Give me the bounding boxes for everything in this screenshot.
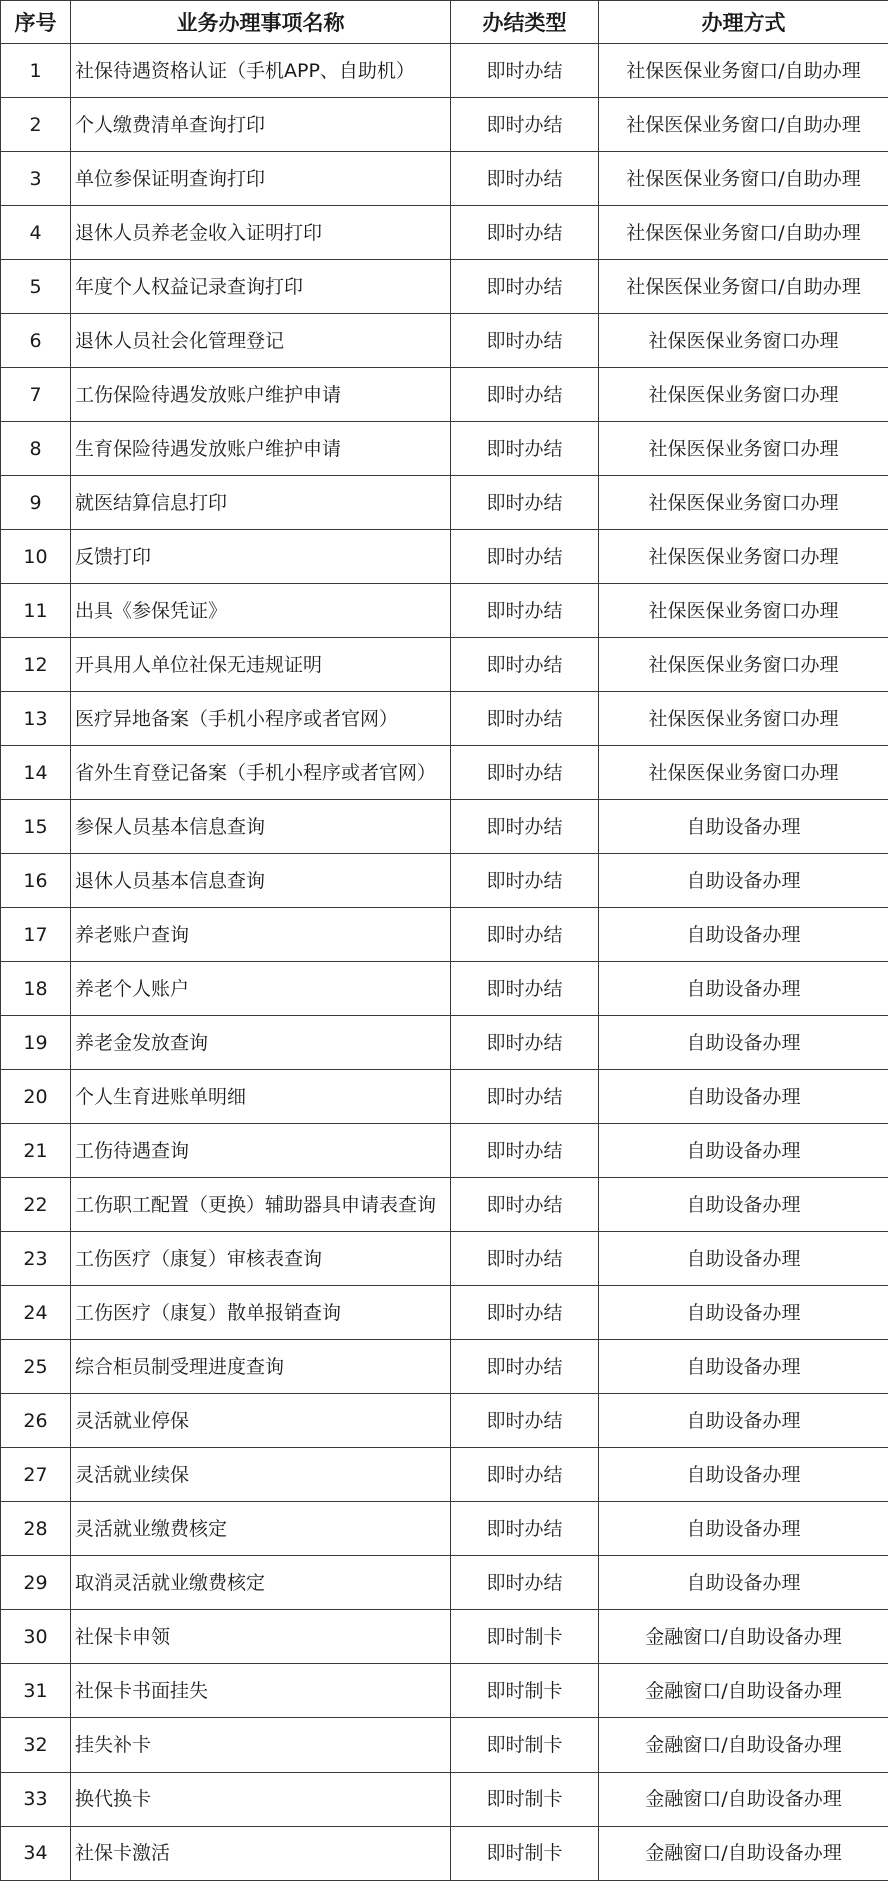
- row-completion-type: 即时办结: [451, 476, 599, 530]
- row-handling-method: 社保医保业务窗口办理: [599, 692, 888, 746]
- row-completion-type: 即时办结: [451, 368, 599, 422]
- row-item-name: 养老账户查询: [71, 908, 451, 962]
- row-handling-method: 自助设备办理: [599, 1502, 888, 1556]
- row-handling-method: 自助设备办理: [599, 908, 888, 962]
- row-item-name: 退休人员基本信息查询: [71, 854, 451, 908]
- row-index: 19: [1, 1016, 71, 1070]
- row-handling-method: 自助设备办理: [599, 1448, 888, 1502]
- table-row: [1, 638, 888, 692]
- row-index: 20: [1, 1070, 71, 1124]
- row-item-name: 灵活就业缴费核定: [71, 1502, 451, 1556]
- row-index: 29: [1, 1556, 71, 1610]
- row-handling-method: 社保医保业务窗口办理: [599, 368, 888, 422]
- row-completion-type: 即时办结: [451, 638, 599, 692]
- row-item-name: 生育保险待遇发放账户维护申请: [71, 422, 451, 476]
- header-handling-method: 办理方式: [599, 1, 888, 44]
- row-completion-type: 即时办结: [451, 1556, 599, 1610]
- row-completion-type: 即时办结: [451, 746, 599, 800]
- row-index: 34: [1, 1826, 71, 1880]
- row-handling-method: 金融窗口/自助设备办理: [599, 1664, 888, 1718]
- table-row: [1, 1502, 888, 1556]
- row-completion-type: 即时办结: [451, 314, 599, 368]
- row-handling-method: 自助设备办理: [599, 854, 888, 908]
- row-handling-method: 社保医保业务窗口办理: [599, 638, 888, 692]
- table-row: [1, 1178, 888, 1232]
- row-index: 25: [1, 1340, 71, 1394]
- row-handling-method: 自助设备办理: [599, 962, 888, 1016]
- row-handling-method: 自助设备办理: [599, 800, 888, 854]
- row-index: 8: [1, 422, 71, 476]
- table-row: [1, 260, 888, 314]
- row-completion-type: 即时办结: [451, 1394, 599, 1448]
- row-item-name: 换代换卡: [71, 1772, 451, 1826]
- row-handling-method: 金融窗口/自助设备办理: [599, 1772, 888, 1826]
- table-row: [1, 1610, 888, 1664]
- row-index: 28: [1, 1502, 71, 1556]
- table-row: [1, 800, 888, 854]
- row-completion-type: 即时办结: [451, 962, 599, 1016]
- row-handling-method: 社保医保业务窗口/自助办理: [599, 260, 888, 314]
- table-row: [1, 1556, 888, 1610]
- row-handling-method: 自助设备办理: [599, 1232, 888, 1286]
- row-item-name: 综合柜员制受理进度查询: [71, 1340, 451, 1394]
- row-completion-type: 即时制卡: [451, 1772, 599, 1826]
- header-item-name: 业务办理事项名称: [71, 1, 451, 44]
- table-row: [1, 98, 888, 152]
- table-row: [1, 1772, 888, 1826]
- row-completion-type: 即时办结: [451, 1340, 599, 1394]
- header-completion-type: 办结类型: [451, 1, 599, 44]
- row-handling-method: 社保医保业务窗口/自助办理: [599, 152, 888, 206]
- row-completion-type: 即时制卡: [451, 1664, 599, 1718]
- row-handling-method: 金融窗口/自助设备办理: [599, 1718, 888, 1772]
- row-completion-type: 即时办结: [451, 1448, 599, 1502]
- row-item-name: 工伤医疗（康复）散单报销查询: [71, 1286, 451, 1340]
- row-index: 10: [1, 530, 71, 584]
- row-index: 15: [1, 800, 71, 854]
- table-row: [1, 692, 888, 746]
- row-item-name: 年度个人权益记录查询打印: [71, 260, 451, 314]
- row-item-name: 灵活就业续保: [71, 1448, 451, 1502]
- row-handling-method: 社保医保业务窗口办理: [599, 476, 888, 530]
- row-index: 12: [1, 638, 71, 692]
- row-index: 9: [1, 476, 71, 530]
- table-row: [1, 368, 888, 422]
- table-row: [1, 1286, 888, 1340]
- row-index: 18: [1, 962, 71, 1016]
- row-handling-method: 社保医保业务窗口办理: [599, 584, 888, 638]
- row-handling-method: 自助设备办理: [599, 1286, 888, 1340]
- row-handling-method: 社保医保业务窗口办理: [599, 314, 888, 368]
- row-completion-type: 即时办结: [451, 692, 599, 746]
- row-item-name: 挂失补卡: [71, 1718, 451, 1772]
- row-index: 21: [1, 1124, 71, 1178]
- table-row: [1, 476, 888, 530]
- table-row: [1, 1448, 888, 1502]
- row-item-name: 个人生育进账单明细: [71, 1070, 451, 1124]
- row-completion-type: 即时制卡: [451, 1610, 599, 1664]
- table-row: [1, 530, 888, 584]
- table-row: [1, 1232, 888, 1286]
- row-item-name: 社保待遇资格认证（手机APP、自助机）: [71, 44, 451, 98]
- row-item-name: 社保卡书面挂失: [71, 1664, 451, 1718]
- row-completion-type: 即时制卡: [451, 1718, 599, 1772]
- table-header: [1, 1, 888, 44]
- row-completion-type: 即时办结: [451, 1232, 599, 1286]
- row-index: 24: [1, 1286, 71, 1340]
- row-item-name: 工伤医疗（康复）审核表查询: [71, 1232, 451, 1286]
- table-row: [1, 854, 888, 908]
- row-item-name: 参保人员基本信息查询: [71, 800, 451, 854]
- row-index: 23: [1, 1232, 71, 1286]
- row-handling-method: 自助设备办理: [599, 1556, 888, 1610]
- row-item-name: 取消灵活就业缴费核定: [71, 1556, 451, 1610]
- row-item-name: 灵活就业停保: [71, 1394, 451, 1448]
- row-index: 3: [1, 152, 71, 206]
- row-item-name: 退休人员社会化管理登记: [71, 314, 451, 368]
- row-handling-method: 自助设备办理: [599, 1070, 888, 1124]
- row-index: 5: [1, 260, 71, 314]
- row-completion-type: 即时制卡: [451, 1826, 599, 1880]
- row-item-name: 省外生育登记备案（手机小程序或者官网）: [71, 746, 451, 800]
- table-row: [1, 206, 888, 260]
- row-handling-method: 金融窗口/自助设备办理: [599, 1610, 888, 1664]
- row-completion-type: 即时办结: [451, 854, 599, 908]
- table-row: [1, 1016, 888, 1070]
- row-item-name: 开具用人单位社保无违规证明: [71, 638, 451, 692]
- row-index: 4: [1, 206, 71, 260]
- row-completion-type: 即时办结: [451, 908, 599, 962]
- row-index: 2: [1, 98, 71, 152]
- row-index: 16: [1, 854, 71, 908]
- row-completion-type: 即时办结: [451, 98, 599, 152]
- table-row: [1, 152, 888, 206]
- row-index: 22: [1, 1178, 71, 1232]
- row-completion-type: 即时办结: [451, 1124, 599, 1178]
- row-completion-type: 即时办结: [451, 530, 599, 584]
- row-item-name: 养老金发放查询: [71, 1016, 451, 1070]
- row-index: 30: [1, 1610, 71, 1664]
- row-completion-type: 即时办结: [451, 1286, 599, 1340]
- row-handling-method: 金融窗口/自助设备办理: [599, 1826, 888, 1880]
- row-item-name: 养老个人账户: [71, 962, 451, 1016]
- row-index: 17: [1, 908, 71, 962]
- row-item-name: 退休人员养老金收入证明打印: [71, 206, 451, 260]
- row-handling-method: 自助设备办理: [599, 1124, 888, 1178]
- row-completion-type: 即时办结: [451, 206, 599, 260]
- row-item-name: 出具《参保凭证》: [71, 584, 451, 638]
- row-handling-method: 社保医保业务窗口/自助办理: [599, 98, 888, 152]
- row-index: 11: [1, 584, 71, 638]
- table-row: [1, 1394, 888, 1448]
- table-row: [1, 1124, 888, 1178]
- table-row: [1, 422, 888, 476]
- table-body: [1, 44, 888, 1881]
- table-row: [1, 44, 888, 98]
- row-index: 1: [1, 44, 71, 98]
- row-completion-type: 即时办结: [451, 152, 599, 206]
- row-index: 26: [1, 1394, 71, 1448]
- row-index: 31: [1, 1664, 71, 1718]
- row-item-name: 医疗异地备案（手机小程序或者官网）: [71, 692, 451, 746]
- table-row: [1, 584, 888, 638]
- row-completion-type: 即时办结: [451, 1502, 599, 1556]
- row-handling-method: 社保医保业务窗口办理: [599, 746, 888, 800]
- table-row: [1, 908, 888, 962]
- row-item-name: 就医结算信息打印: [71, 476, 451, 530]
- row-item-name: 社保卡申领: [71, 1610, 451, 1664]
- row-item-name: 单位参保证明查询打印: [71, 152, 451, 206]
- row-completion-type: 即时办结: [451, 1016, 599, 1070]
- row-completion-type: 即时办结: [451, 260, 599, 314]
- table-row: [1, 1664, 888, 1718]
- row-handling-method: 自助设备办理: [599, 1178, 888, 1232]
- row-handling-method: 社保医保业务窗口办理: [599, 422, 888, 476]
- row-index: 32: [1, 1718, 71, 1772]
- row-completion-type: 即时办结: [451, 1178, 599, 1232]
- row-completion-type: 即时办结: [451, 44, 599, 98]
- row-completion-type: 即时办结: [451, 800, 599, 854]
- table-row: [1, 1070, 888, 1124]
- row-handling-method: 社保医保业务窗口办理: [599, 530, 888, 584]
- row-completion-type: 即时办结: [451, 1070, 599, 1124]
- table-row: [1, 1340, 888, 1394]
- row-handling-method: 社保医保业务窗口/自助办理: [599, 44, 888, 98]
- row-item-name: 个人缴费清单查询打印: [71, 98, 451, 152]
- row-item-name: 工伤保险待遇发放账户维护申请: [71, 368, 451, 422]
- row-completion-type: 即时办结: [451, 422, 599, 476]
- table-row: [1, 746, 888, 800]
- header-row: [1, 1, 888, 44]
- row-item-name: 社保卡激活: [71, 1826, 451, 1880]
- table-row: [1, 314, 888, 368]
- row-index: 13: [1, 692, 71, 746]
- table-row: [1, 1718, 888, 1772]
- row-item-name: 反馈打印: [71, 530, 451, 584]
- row-completion-type: 即时办结: [451, 584, 599, 638]
- row-index: 6: [1, 314, 71, 368]
- row-index: 27: [1, 1448, 71, 1502]
- row-handling-method: 自助设备办理: [599, 1016, 888, 1070]
- row-item-name: 工伤待遇查询: [71, 1124, 451, 1178]
- row-index: 7: [1, 368, 71, 422]
- table-row: [1, 962, 888, 1016]
- header-index: 序号: [1, 1, 71, 44]
- row-item-name: 工伤职工配置（更换）辅助器具申请表查询: [71, 1178, 451, 1232]
- table-row: [1, 1826, 888, 1880]
- row-index: 14: [1, 746, 71, 800]
- row-handling-method: 自助设备办理: [599, 1340, 888, 1394]
- row-handling-method: 社保医保业务窗口/自助办理: [599, 206, 888, 260]
- row-index: 33: [1, 1772, 71, 1826]
- row-handling-method: 自助设备办理: [599, 1394, 888, 1448]
